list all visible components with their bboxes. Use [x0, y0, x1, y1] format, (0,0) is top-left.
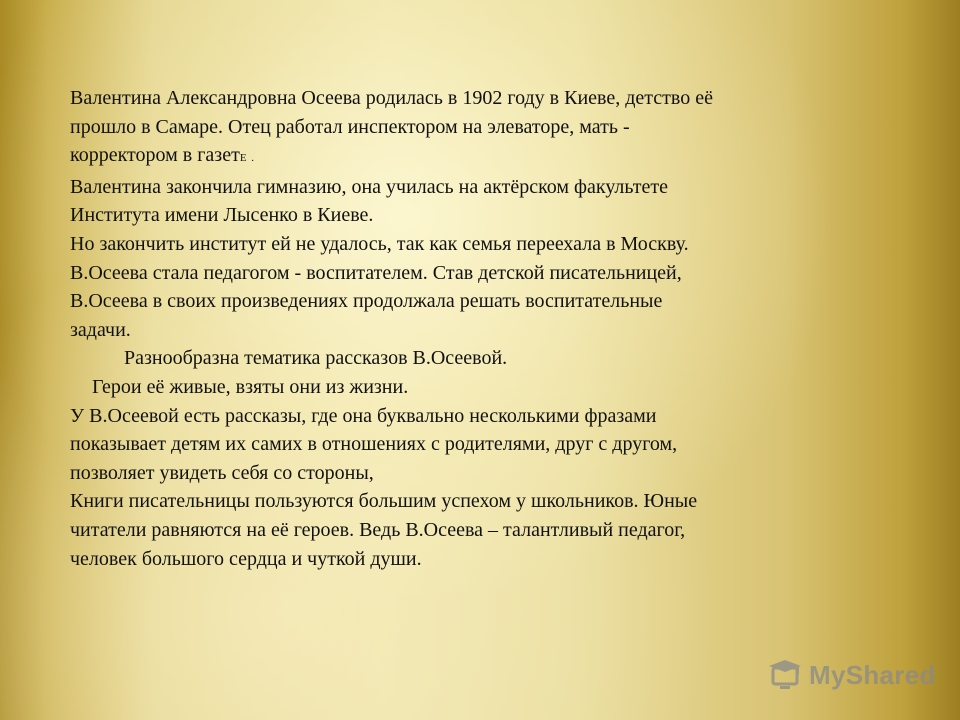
slide-body-text: [70, 84, 900, 573]
watermark-text: MyShared: [809, 659, 936, 690]
text-fragment-small: Е .: [239, 152, 256, 165]
text-line: Валентина Александровна Осеева родилась в 1902 году в Киеве, детство её: [70, 87, 713, 109]
text-line: Института имени Лысенко в Киеве.: [70, 204, 374, 227]
text-fragment: корректором в газет: [70, 144, 240, 167]
text-line: Книги писательницы пользуются большим успехом у школьников. Юные: [70, 490, 698, 513]
text-line: [70, 141, 900, 173]
text-line: читатели равняются на её героев. Ведь В.Осеева – талантливый педагог,: [70, 518, 686, 541]
text-line: В.Осеева стала педагогом - воспитателем. Став детской писательницей,: [70, 261, 682, 284]
text-line: человек большого сердца и чуткой души.: [70, 547, 422, 570]
text-line: Разнообразна тематика рассказов В.Осеевой.: [124, 347, 508, 370]
text-line: Герои её живые, взяты они из жизни.: [92, 375, 409, 398]
mortarboard-monitor-icon: [767, 658, 803, 692]
text-line: позволяет увидеть себя со стороны,: [70, 461, 374, 484]
text-line: Валентина закончила гимназию, она училась на актёрском факультете: [70, 175, 669, 198]
text-line: показывает детям их самих в отношениях с родителями, друг с другом,: [70, 433, 678, 456]
text-line: В.Осеева в своих произведениях продолжала решать воспитательные: [70, 290, 663, 313]
text-line: У В.Осеевой есть рассказы, где она буквально несколькими фразами: [70, 404, 657, 427]
text-line: задачи.: [70, 318, 131, 341]
text-line: Но закончить институт ей не удалось, так как семья переехала в Москву.: [70, 232, 689, 255]
watermark-logo: [767, 657, 936, 693]
text-line: прошло в Самаре. Отец работал инспектором на элеваторе, мать -: [70, 115, 630, 138]
